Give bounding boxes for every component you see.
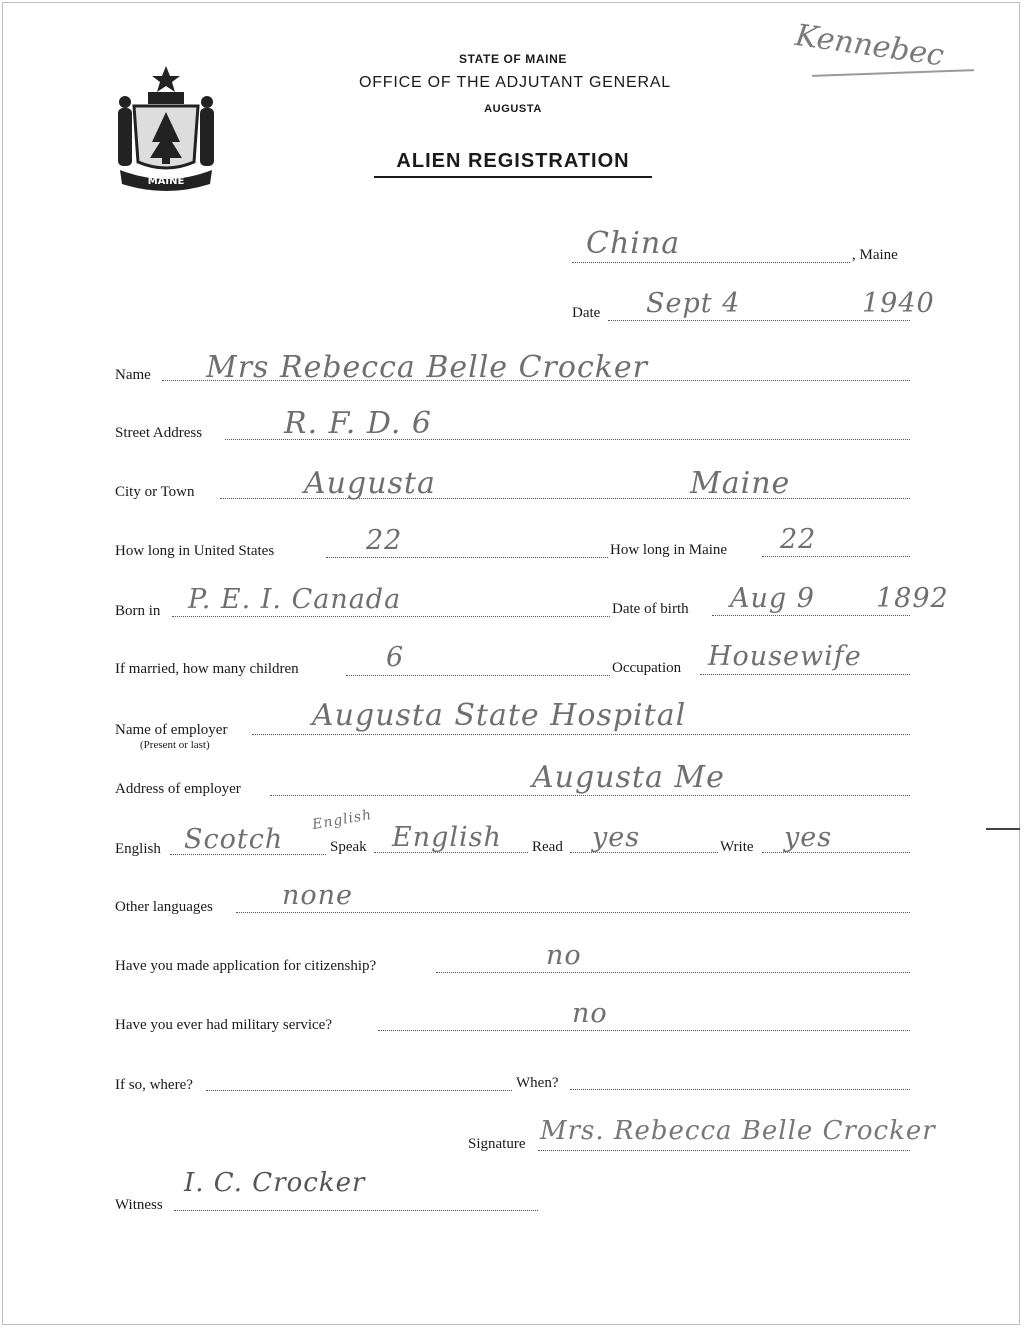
born-line [172, 616, 610, 617]
witness-value[interactable]: I. C. Crocker [184, 1168, 366, 1198]
years-maine-line [762, 556, 910, 557]
employer-line [252, 734, 910, 735]
where-line[interactable] [206, 1090, 512, 1091]
street-value[interactable]: R. F. D. 6 [284, 406, 433, 441]
other-languages-value[interactable]: none [282, 880, 354, 911]
title-underline [374, 176, 652, 178]
dob-line [712, 615, 910, 616]
date-month-day[interactable]: Sept 4 [646, 288, 741, 319]
years-maine-label: How long in Maine [610, 542, 728, 558]
employer-label: Name of employer [115, 722, 228, 738]
scan-edge-mark [986, 828, 1020, 830]
read-label: Read [532, 839, 563, 855]
dob-label: Date of birth [612, 601, 689, 617]
header-city: AUGUSTA [484, 103, 542, 115]
signature-value[interactable]: Mrs. Rebecca Belle Crocker [540, 1116, 936, 1146]
witness-label: Witness [115, 1197, 163, 1213]
date-line [608, 320, 910, 321]
other-languages-label: Other languages [115, 899, 213, 915]
speak-label: Speak [330, 839, 367, 855]
date-label: Date [572, 305, 601, 321]
occupation-line [700, 674, 910, 675]
town-value[interactable]: China [586, 226, 681, 261]
english-note: English [311, 806, 374, 834]
witness-line [174, 1210, 538, 1211]
military-value[interactable]: no [572, 998, 608, 1029]
where-label: If so, where? [115, 1077, 193, 1093]
occupation-value[interactable]: Housewife [708, 641, 862, 672]
town-line [572, 262, 850, 263]
read-value[interactable]: yes [592, 822, 641, 853]
when-label: When? [516, 1075, 559, 1091]
town-suffix: , Maine [852, 247, 898, 263]
years-us-label: How long in United States [115, 543, 275, 559]
military-line [378, 1030, 910, 1031]
employer-address-label: Address of employer [115, 781, 241, 797]
when-line[interactable] [570, 1089, 910, 1090]
born-value[interactable]: P. E. I. Canada [188, 584, 402, 615]
military-label: Have you ever had military service? [115, 1017, 332, 1033]
children-line [346, 675, 610, 676]
employer-address-line [270, 795, 910, 796]
signature-line [538, 1150, 910, 1151]
dob-year[interactable]: 1892 [876, 583, 949, 614]
citizenship-value[interactable]: no [546, 940, 582, 971]
born-label: Born in [115, 603, 161, 619]
employer-value[interactable]: Augusta State Hospital [312, 698, 687, 733]
seal-banner-text: MAINE [147, 176, 185, 187]
employer-sublabel: (Present or last) [140, 739, 210, 751]
other-languages-line [236, 912, 910, 913]
write-value[interactable]: yes [784, 822, 833, 853]
name-value[interactable]: Mrs Rebecca Belle Crocker [206, 350, 649, 385]
speak-value[interactable]: English [392, 822, 502, 853]
children-label: If married, how many children [115, 661, 299, 677]
name-label: Name [115, 367, 151, 383]
years-us-line [326, 557, 608, 558]
dob-value[interactable]: Aug 9 [730, 583, 815, 614]
city-label: City or Town [115, 484, 195, 500]
occupation-label: Occupation [612, 660, 682, 676]
header-state: STATE OF MAINE [459, 52, 567, 66]
years-us-value[interactable]: 22 [366, 525, 403, 556]
header-office: OFFICE OF THE ADJUTANT GENERAL [358, 74, 672, 91]
children-value[interactable]: 6 [386, 642, 405, 673]
city-state-value[interactable]: Maine [690, 466, 791, 501]
english-value[interactable]: Scotch [184, 824, 284, 855]
form-title: ALIEN REGISTRATION [396, 150, 630, 172]
county-handwritten-note: Kennebec [793, 18, 947, 74]
signature-label: Signature [468, 1136, 526, 1152]
write-label: Write [720, 839, 754, 855]
employer-address-value[interactable]: Augusta Me [532, 760, 725, 795]
city-value[interactable]: Augusta [304, 466, 436, 501]
citizenship-line [436, 972, 910, 973]
english-label: English [115, 841, 161, 857]
street-label: Street Address [115, 425, 203, 441]
years-maine-value[interactable]: 22 [780, 524, 817, 555]
citizenship-label: Have you made application for citizenship? [115, 958, 377, 974]
date-year[interactable]: 1940 [862, 288, 935, 319]
